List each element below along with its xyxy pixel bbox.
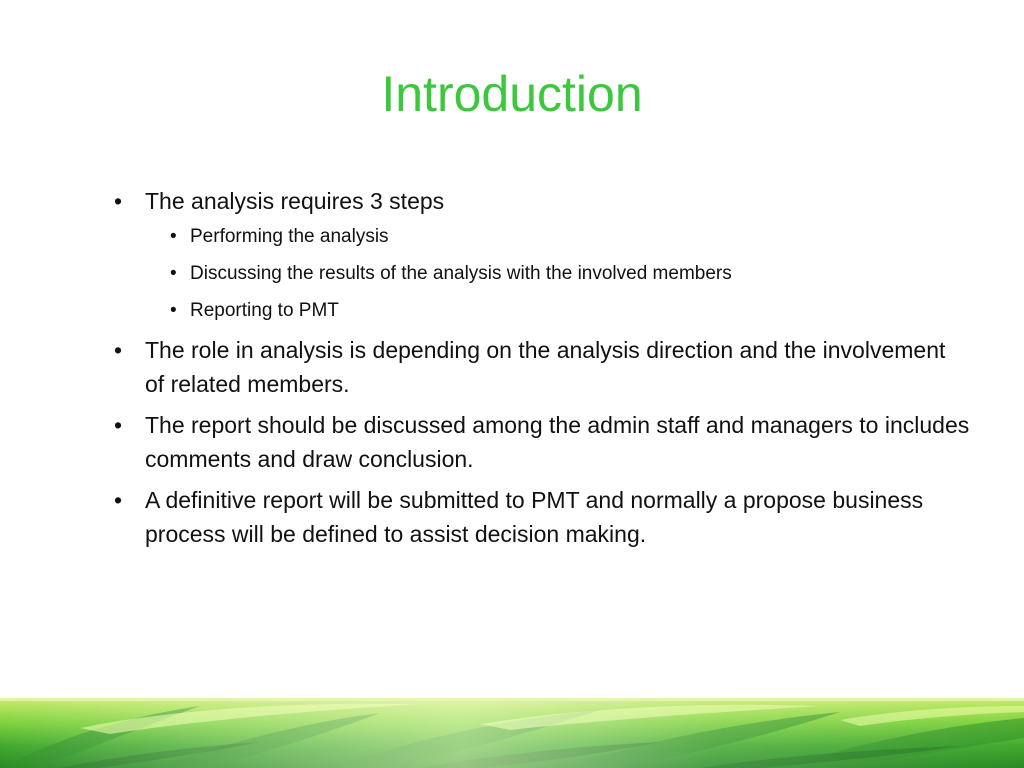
bullet-item [110,408,970,476]
bullet-text: The report should be discussed among the admin staff and managers to includes comments and draw conclusion. [145,412,970,472]
bullet-icon: • [114,188,123,214]
sub-bullet-text: Reporting to PMT [190,300,339,321]
bullet-icon: • [170,300,177,321]
bullet-item [110,483,970,551]
bullet-item [110,184,970,326]
bullet-icon: • [170,226,177,247]
bullet-text: The analysis requires 3 steps [145,188,445,214]
sub-bullet-text: Discussing the results of the analysis with the involved members [190,263,732,284]
sub-bullet-list [145,222,970,326]
bullet-item [110,333,970,401]
bullet-icon: • [114,412,123,438]
sub-bullet-item [145,222,970,252]
slide-title: Introduction [381,66,643,122]
bullet-text: The role in analysis is depending on the analysis direction and the involvement of related members. [145,337,946,397]
bullet-icon: • [114,487,123,513]
bullet-icon: • [114,337,123,363]
sub-bullet-text: Performing the analysis [190,226,389,247]
bullet-text: A definitive report will be submitted to PMT and normally a propose business process will be defined to assist decision making. [145,487,924,547]
sub-bullet-item [145,296,970,326]
bullet-list [110,184,970,558]
bullet-icon: • [170,263,177,284]
sub-bullet-item [145,259,970,289]
grass-footer-image [0,698,1024,768]
grass-footer-graphic [0,698,1024,768]
